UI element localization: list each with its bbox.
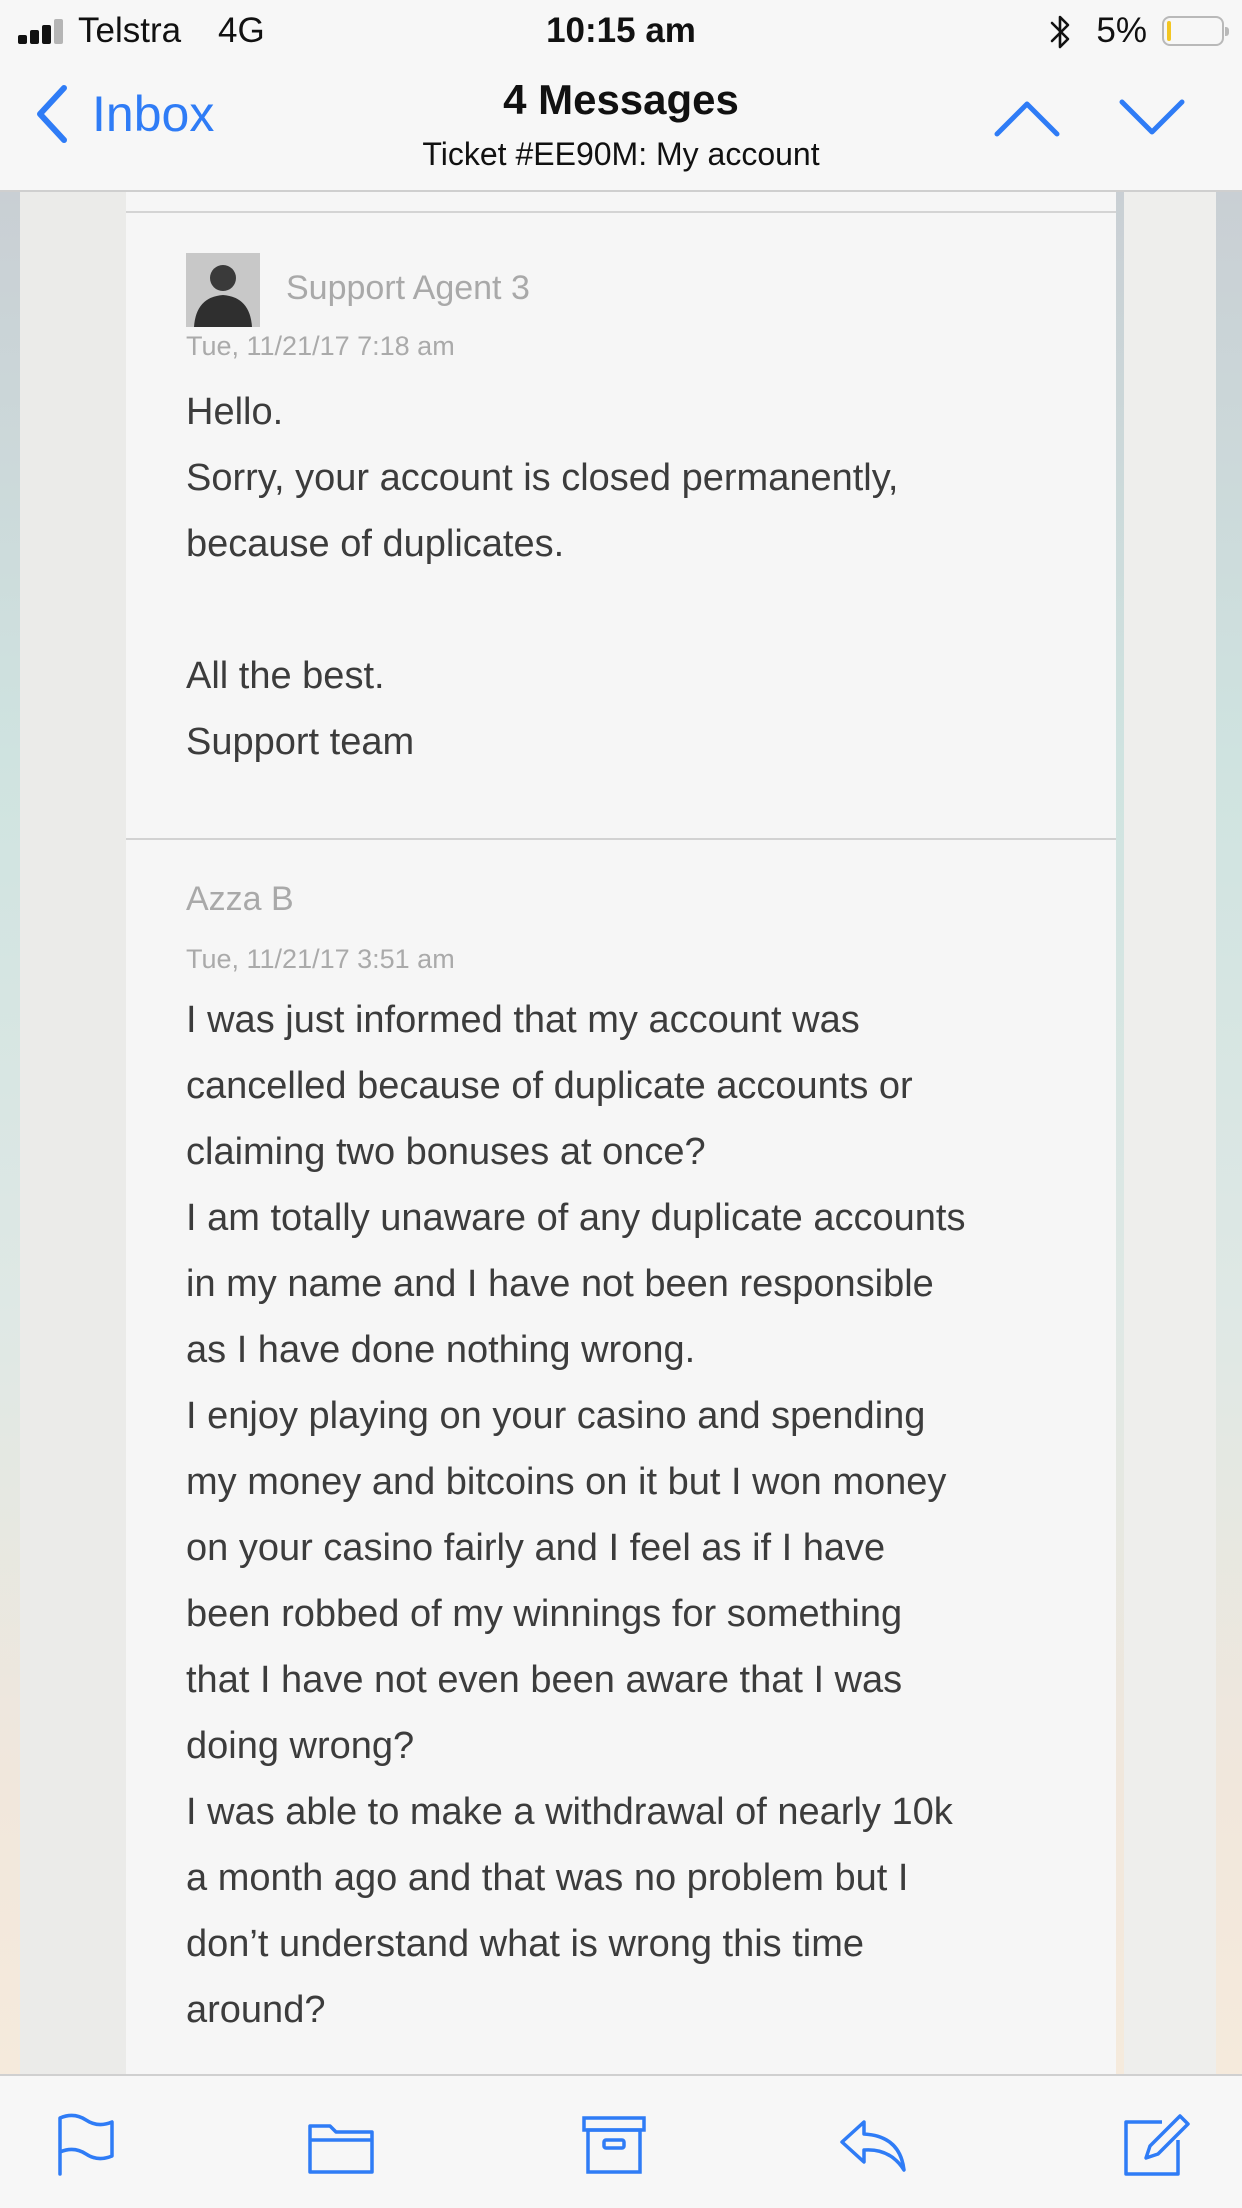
message-body-line: Support team <box>186 721 415 763</box>
bluetooth-icon <box>1048 14 1072 50</box>
message-body-line: All the best. <box>186 655 385 697</box>
status-bar <box>0 0 1242 62</box>
network-type: 4G <box>218 11 265 50</box>
bottom-toolbar <box>0 2074 1242 2208</box>
message-body-line: because of duplicates. <box>186 523 565 565</box>
folder-icon[interactable] <box>306 2112 376 2178</box>
battery-icon <box>1162 16 1224 46</box>
message-item[interactable] <box>126 213 1116 840</box>
message-body-line: on your casino fairly and I feel as if I have <box>186 1527 886 1569</box>
sender-name: Azza B <box>186 880 294 918</box>
message-thread <box>126 192 1116 2074</box>
message-body-line: as I have done nothing wrong. <box>186 1329 696 1371</box>
flag-icon[interactable] <box>50 2112 120 2178</box>
message-body-line: claiming two bonuses at once? <box>186 1131 706 1173</box>
carrier-name: Telstra <box>78 11 182 50</box>
message-body-line: been robbed of my winnings for something <box>186 1593 903 1635</box>
back-label: Inbox <box>92 86 215 142</box>
chevron-up-icon[interactable] <box>993 98 1061 138</box>
message-body-line: doing wrong? <box>186 1725 415 1767</box>
chevron-down-icon[interactable] <box>1118 98 1186 138</box>
message-body-line: my money and bitcoins on it but I won money <box>186 1461 947 1503</box>
message-date: Tue, 11/21/17 3:51 am <box>186 944 455 974</box>
message-body-line: Hello. <box>186 391 284 433</box>
message-body-line: I am totally unaware of any duplicate accounts <box>186 1197 966 1239</box>
nav-bar <box>0 62 1242 192</box>
avatar-icon <box>186 253 260 327</box>
message-body-line: I was just informed that my account was <box>186 999 860 1041</box>
status-time: 10:15 am <box>546 11 696 50</box>
compose-icon[interactable] <box>1122 2112 1192 2178</box>
reply-icon[interactable] <box>838 2112 908 2178</box>
page-title: 4 Messages <box>503 76 739 123</box>
sender-name: Support Agent 3 <box>286 269 530 307</box>
left-gutter <box>20 192 126 2074</box>
message-body-line: I enjoy playing on your casino and spending <box>186 1395 926 1437</box>
message-item[interactable] <box>126 840 1116 2074</box>
message-body-line: I was able to make a withdrawal of nearly 10k <box>186 1791 953 1833</box>
message-body-line: cancelled because of duplicate accounts or <box>186 1065 913 1107</box>
message-body-line: around? <box>186 1989 326 2031</box>
message-date: Tue, 11/21/17 7:18 am <box>186 331 455 361</box>
message-body-line: Sorry, your account is closed permanently, <box>186 457 899 499</box>
battery-percent: 5% <box>1096 11 1147 50</box>
message-thread-view[interactable] <box>0 192 1242 2074</box>
message-body-line: a month ago and that was no problem but I <box>186 1857 909 1899</box>
message-body-line: don’t understand what is wrong this time <box>186 1923 865 1965</box>
message-body-line: that I have not even been aware that I was <box>186 1659 903 1701</box>
thread-subject: Ticket #EE90M: My account <box>422 136 820 172</box>
archive-icon[interactable] <box>580 2112 650 2178</box>
message-body-line: in my name and I have not been responsible <box>186 1263 934 1305</box>
right-gutter <box>1124 192 1216 2074</box>
